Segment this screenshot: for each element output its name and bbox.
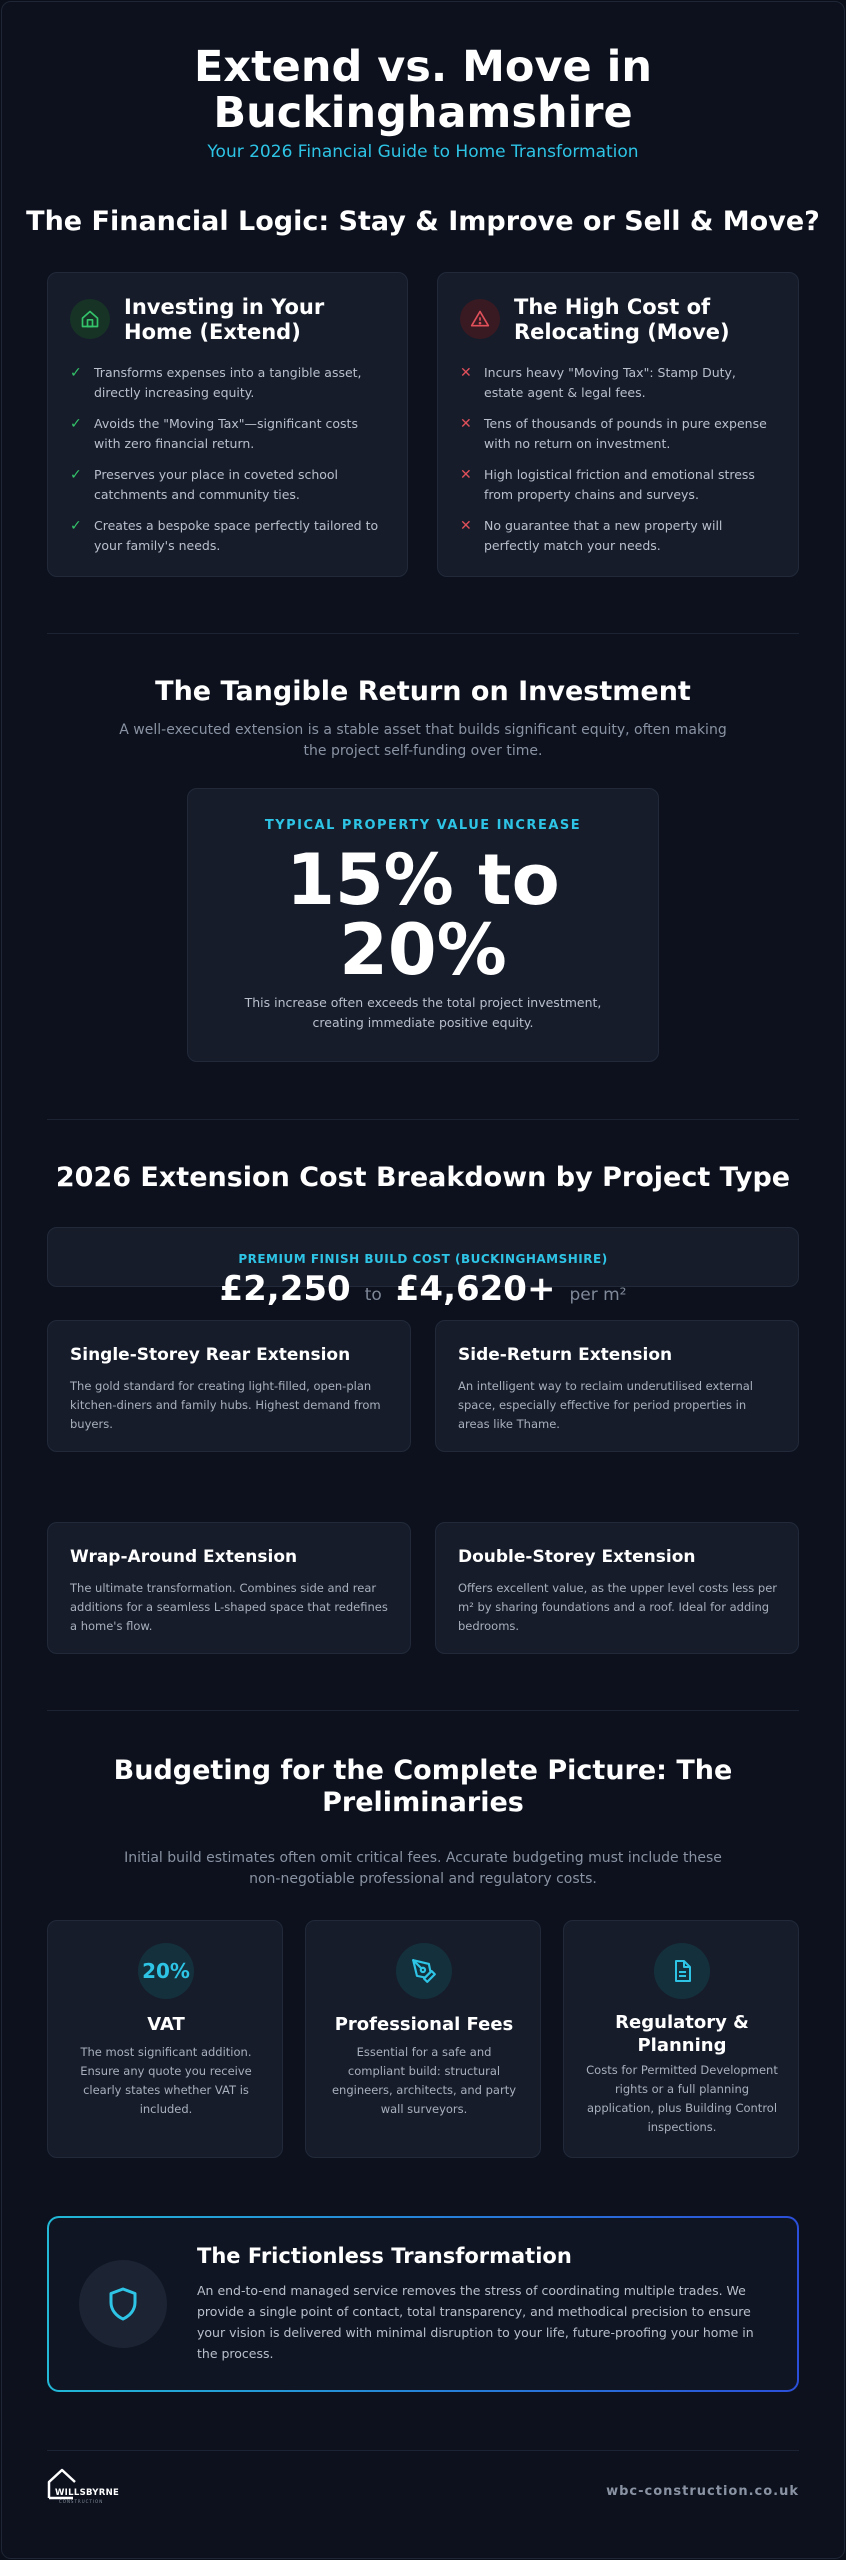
roi-value: 15% to 20% — [286, 839, 560, 991]
document-icon — [654, 1943, 710, 1999]
page-title — [0, 44, 846, 136]
prelims-intro: Initial build estimates often omit critical fees. Accurate budgeting must include these non-negotiable professional and regulatory costs. — [124, 1850, 722, 1887]
logic-heading: The Financial Logic: Stay & Improve or Sell & Move? — [26, 206, 820, 237]
prelim-desc: Costs for Permitted Development rights or a full planning application, plus Building Control inspections. — [586, 2063, 778, 2134]
roi-heading: The Tangible Return on Investment — [155, 676, 691, 707]
project-type-title: Wrap-Around Extension — [70, 1547, 298, 1567]
list-item: ✓ Transforms expenses into a tangible asset, directly increasing equity. — [70, 365, 362, 400]
extend-card — [47, 272, 408, 577]
section-divider — [47, 1710, 799, 1711]
list-item: ✓ Avoids the "Moving Tax"—significant costs with zero financial return. — [70, 416, 358, 451]
cost-high: £4,620+ — [395, 1269, 556, 1309]
move-card-title: The High Cost of Relocating (Move) — [514, 295, 730, 344]
cross-icon: ✕ — [460, 518, 472, 534]
page-subtitle: Your 2026 Financial Guide to Home Transformation — [207, 142, 639, 162]
list-item: ✕ Tens of thousands of pounds in pure expense with no return on investment. — [460, 416, 767, 451]
list-item: ✕ No guarantee that a new property will perfectly match your needs. — [460, 518, 723, 553]
cta-title: The Frictionless Transformation — [197, 2244, 572, 2268]
list-item: ✓ Creates a bespoke space perfectly tailored to your family's needs. — [70, 518, 379, 553]
move-card — [437, 272, 799, 577]
extend-benefits-list — [70, 363, 388, 567]
brand-logo — [47, 2468, 127, 2508]
prelim-card-vat — [47, 1920, 283, 2158]
prelim-desc: The most significant addition. Ensure any quote you receive clearly states whether VAT is included. — [80, 2045, 252, 2116]
cross-icon: ✕ — [460, 416, 472, 432]
project-type-card — [435, 1522, 799, 1654]
project-type-title: Side-Return Extension — [458, 1345, 673, 1365]
cost-range — [47, 1225, 799, 1309]
prelim-title: VAT — [147, 2014, 185, 2035]
costs-heading: 2026 Extension Cost Breakdown by Project Type — [55, 1162, 791, 1193]
cta-card — [47, 2216, 799, 2392]
project-type-card — [435, 1320, 799, 1452]
project-type-card — [47, 1522, 411, 1654]
cost-to: to — [364, 1285, 382, 1305]
check-icon: ✓ — [70, 518, 82, 534]
prelim-desc: Essential for a safe and compliant build: structural engineers, architects, and party wall surveyors. — [331, 2045, 517, 2116]
roi-note: This increase often exceeds the total project investment, creating immediate positive equity. — [244, 995, 602, 1030]
project-type-desc: The ultimate transformation. Combines side and rear additions for a seamless L-shaped space that redefines a home's flow. — [70, 1581, 388, 1633]
prelims-heading: Budgeting for the Complete Picture: The Preliminaries — [113, 1755, 733, 1818]
project-type-title: Double-Storey Extension — [458, 1547, 696, 1567]
cost-range-label: PREMIUM FINISH BUILD COST (BUCKINGHAMSHIRE) — [238, 1252, 608, 1266]
move-drawbacks-list — [460, 363, 778, 567]
check-icon: ✓ — [70, 416, 82, 432]
warning-icon — [460, 299, 500, 339]
prelim-title: Regulatory & Planning — [615, 2012, 749, 2056]
list-item: ✕ High logistical friction and emotional stress from property chains and surveys. — [460, 467, 755, 502]
prelim-card-professional-fees — [305, 1920, 541, 2158]
section-divider — [47, 633, 799, 634]
project-type-desc: An intelligent way to reclaim underutilised external space, especially effective for period properties in areas like Thame. — [458, 1379, 753, 1431]
page-title-line1: Extend vs. Move in — [194, 42, 652, 92]
vat-badge: 20% — [138, 1943, 194, 1999]
check-icon: ✓ — [70, 467, 82, 483]
section-divider — [47, 2450, 799, 2451]
home-icon — [70, 299, 110, 339]
page-title-line2: Buckinghamshire — [213, 88, 633, 138]
shield-icon — [79, 2260, 167, 2348]
brand-subname: CONSTRUCTION — [59, 2499, 104, 2504]
check-icon: ✓ — [70, 365, 82, 381]
extend-card-title: Investing in Your Home (Extend) — [124, 295, 325, 344]
footer-url[interactable]: wbc-construction.co.uk — [606, 2484, 799, 2499]
cross-icon: ✕ — [460, 467, 472, 483]
section-divider — [47, 1119, 799, 1120]
project-type-card — [47, 1320, 411, 1452]
list-item: ✓ Preserves your place in coveted school catchments and community ties. — [70, 467, 339, 502]
prelim-title: Professional Fees — [334, 2014, 514, 2035]
cost-unit: per m² — [569, 1285, 627, 1305]
project-type-title: Single-Storey Rear Extension — [70, 1345, 351, 1365]
project-type-desc: Offers excellent value, as the upper level costs less per m² by sharing foundations and a roof. Ideal for adding bedrooms. — [458, 1581, 778, 1633]
roi-intro: A well-executed extension is a stable asset that builds significant equity, often making the project self-funding over time. — [119, 722, 727, 759]
project-type-desc: The gold standard for creating light-filled, open-plan kitchen-diners and family hubs. Highest demand from buyers. — [70, 1379, 381, 1431]
pen-tool-icon — [396, 1943, 452, 1999]
brand-name: WILLSBYRNE — [55, 2488, 120, 2498]
prelim-card-regulatory — [563, 1920, 799, 2158]
list-item: ✕ Incurs heavy "Moving Tax": Stamp Duty, estate agent & legal fees. — [460, 365, 736, 400]
cta-body: An end-to-end managed service removes the stress of coordinating multiple trades. We provide a single point of contact, total transparency, and methodical precision to ensure your vision is delivered with minimal disruption to your life, future-proofing your home in the process. — [197, 2283, 754, 2361]
cross-icon: ✕ — [460, 365, 472, 381]
cost-low: £2,250 — [219, 1269, 351, 1309]
roi-label: TYPICAL PROPERTY VALUE INCREASE — [264, 818, 582, 833]
